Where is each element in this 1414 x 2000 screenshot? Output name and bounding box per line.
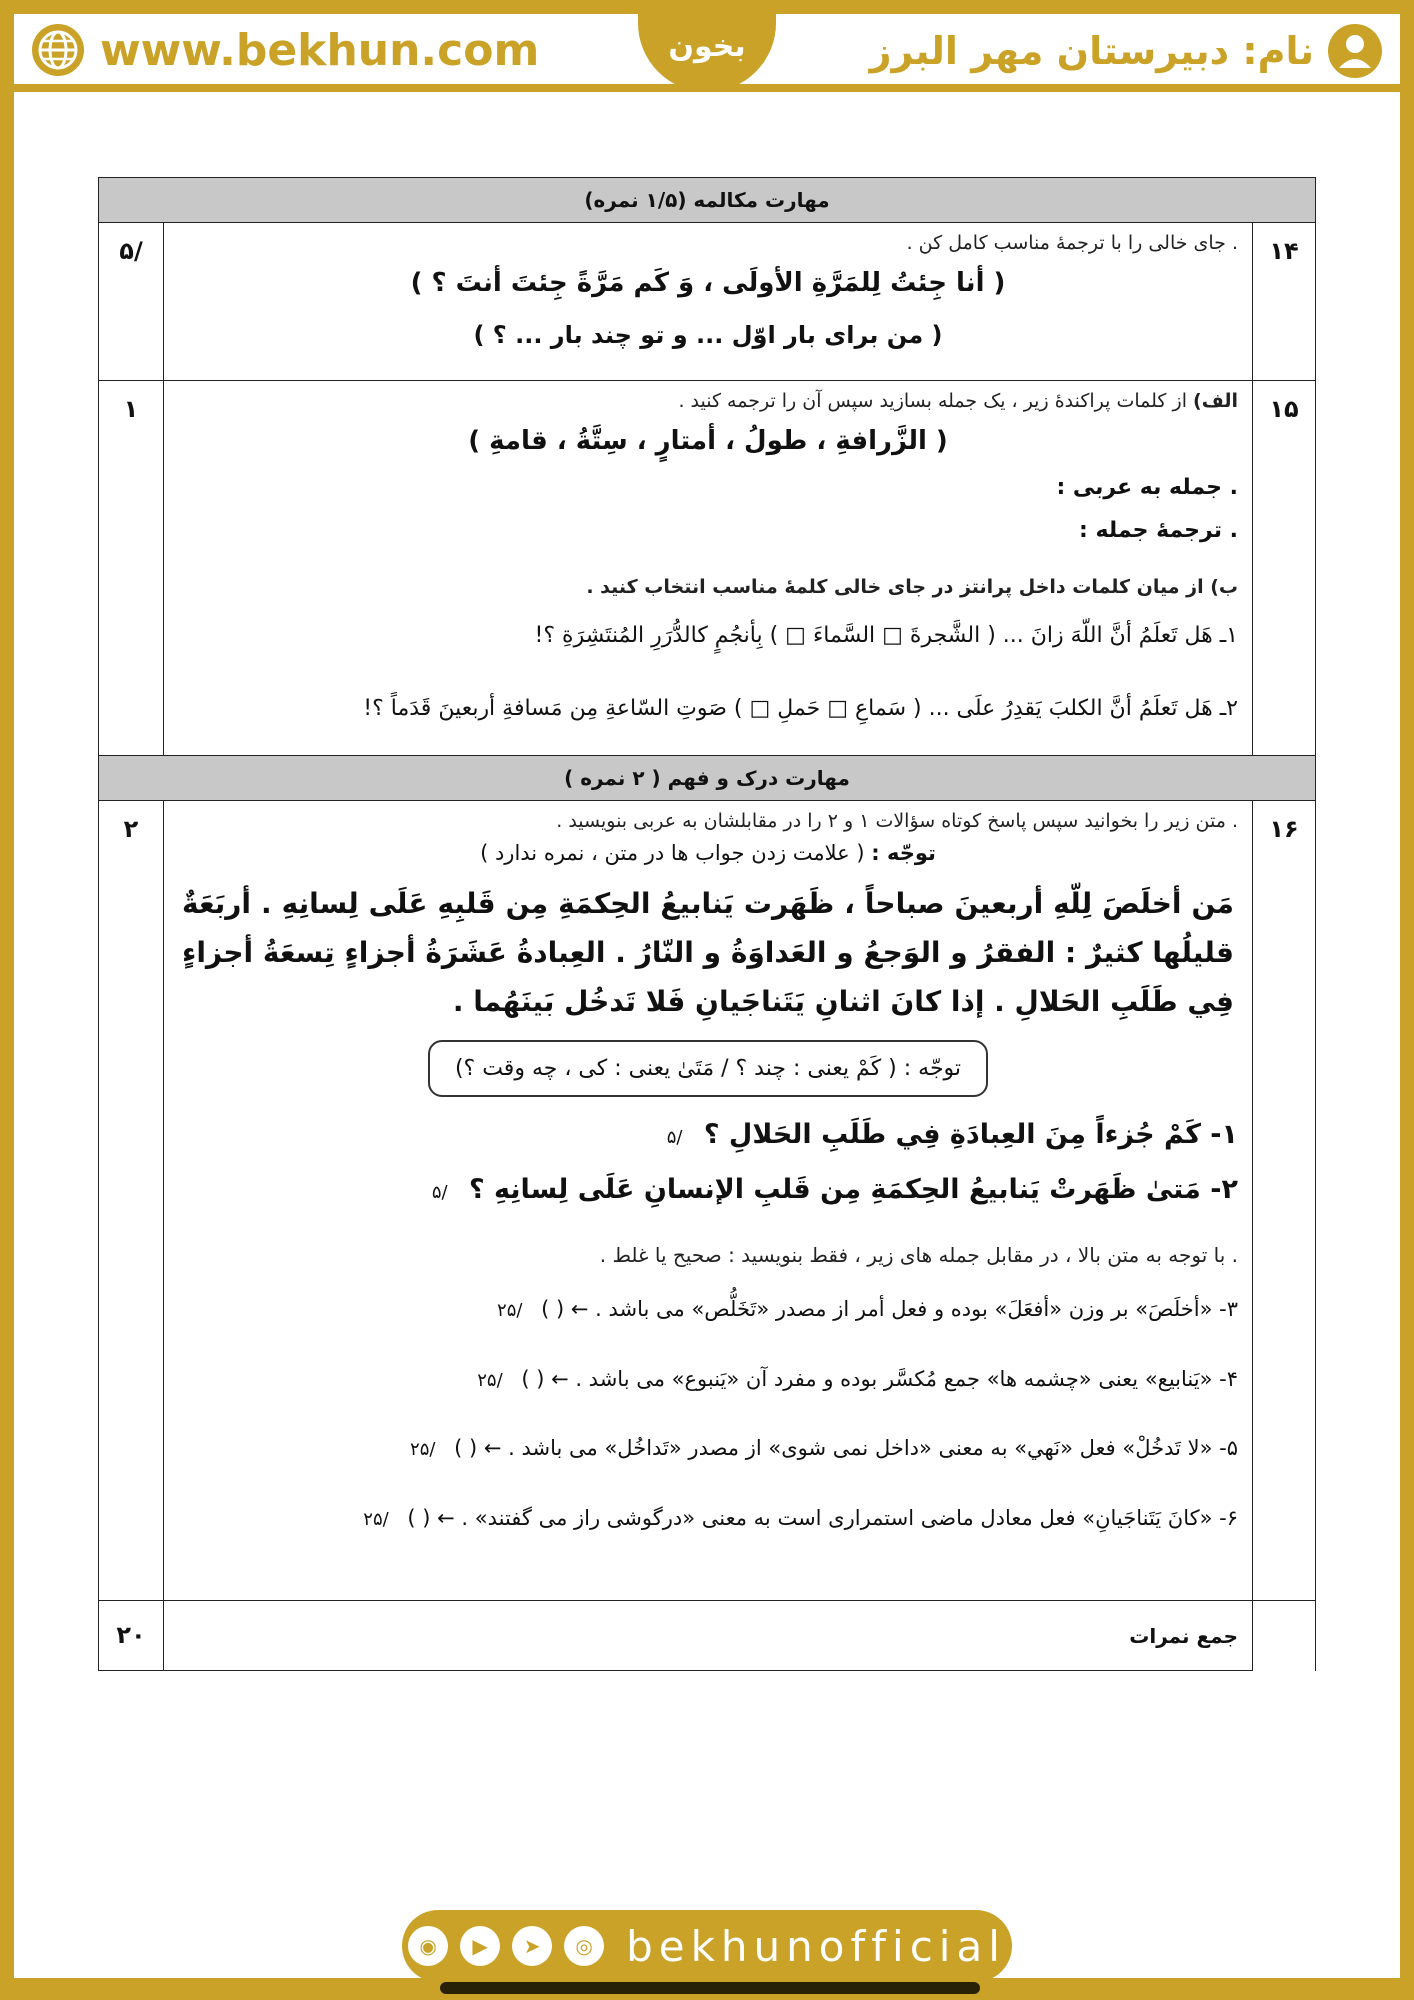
- true-false-item-5: [178, 1433, 1238, 1465]
- persian-sentence: ( من برای بار اوّل ... و تو چند بار ... ؟ ): [473, 320, 943, 349]
- section-row-comprehension: [99, 756, 1316, 801]
- fill-item-2: ۲ـ هَل تَعلَمُ أنَّ الکلبَ یَقدِرُ علَی ... ( سَماعِ □ حَملِ □ ) صَوتِ السّاعةِ مِن مَسافةِ أربعینَ قَدَماً ؟!: [363, 696, 1238, 721]
- section-title-conversation: مهارت مکالمه (۱/۵ نمره): [99, 178, 1316, 223]
- question-content: [164, 223, 1253, 381]
- true-false-item-3: [178, 1294, 1238, 1326]
- part-a-text: از کلمات پراکندهٔ زیر ، یک جمله بسازید سپس آن را ترجمه کنید .: [678, 390, 1187, 412]
- question-points: /۵: [431, 1181, 448, 1203]
- statement-points: /۲۵: [363, 1508, 389, 1530]
- total-row: [99, 1601, 1316, 1671]
- social-bar: [402, 1910, 1012, 1982]
- question-number: ۱۴: [1253, 223, 1316, 381]
- question-points: /۵: [666, 1127, 683, 1148]
- question-score: ۱: [99, 381, 164, 756]
- part-a-instruction: [178, 387, 1238, 416]
- statement-text: ۵- «لا تَدخُلْ» فعل «نَهي» به معنی «داخل نمی شوی» از مصدر «تَداخُل» می باشد . ← ( ): [454, 1436, 1238, 1460]
- question-content: [164, 801, 1253, 1601]
- site-url[interactable]: www.bekhun.com: [100, 24, 540, 76]
- statement-text: ۴- «یَنابیع» یعنی «چشمه ها» جمع مُکسَّر بوده و مفرد آن «یَنبوع» می باشد . ← ( ): [521, 1366, 1238, 1391]
- statement-points: /۲۵: [410, 1439, 436, 1460]
- social-handle[interactable]: bekhunofficial: [626, 1921, 1006, 1971]
- scrambled-words: ( الزَّرافةِ ، طولُ ، أمتارٍ ، سِتَّةُ ، قامةِ ): [468, 425, 948, 456]
- footer-shadow: [440, 1982, 980, 1994]
- note-line: [178, 838, 1238, 870]
- question-number: ۱۵: [1253, 381, 1316, 756]
- question-text: ۱- کَمْ جُزءاً مِنَ العِبادَةِ فِي طَلَبِ الحَلالِ ؟: [703, 1119, 1238, 1150]
- question-score: ۲: [99, 801, 164, 1601]
- question-row-15: [99, 381, 1316, 756]
- question-score: /۵: [99, 223, 164, 381]
- note-text: ( علامت زدن جواب ها در متن ، نمره ندارد ): [480, 840, 865, 865]
- true-false-item-4: [178, 1364, 1238, 1396]
- translation-label: . ترجمهٔ جمله :: [1079, 517, 1238, 543]
- question-row-14: [99, 223, 1316, 381]
- question-number: ۱۶: [1253, 801, 1316, 1601]
- total-score: ۲۰: [99, 1601, 164, 1671]
- arabic-sentence-label: . جمله به عربی :: [1056, 474, 1238, 500]
- section-title-comprehension: مهارت درک و فهم ( ۲ نمره ): [99, 756, 1316, 801]
- reading-passage: مَن أخلَصَ لِلّهِ أربعینَ صباحاً ، ظَهَرت یَنابیعُ الحِکمَةِ مِن قَلبِهِ عَلَی لِسانِهِ . أربَعَةٌ قلیلُها کثیرٌ : الفقرُ و الوَجعُ و العَداوَةُ و النّارُ . العِبادةُ عَشَرَةُ أجزاءٍ تِسعَةُ أجزاءٍ فِي طَلَبِ الحَلالِ . إذا کانَ اثنانِ یَتَناجَیانِ فَلا تَدخُل بَینَهُما .: [182, 887, 1234, 1018]
- note-label: توجّه :: [871, 840, 936, 865]
- arabic-sentence: ( أنا جِئتُ لِلمَرَّةِ الأولَى ، وَ کَم مَرَّةً جِئتَ أنتَ ؟ ): [410, 267, 1006, 298]
- question-instruction: . متن زیر را بخوانید سپس پاسخ کوتاه سؤالات ۱ و ۲ را در مقابلشان به عربی بنویسید .: [556, 810, 1238, 832]
- question-row-16: [99, 801, 1316, 1601]
- comprehension-question-2: [178, 1170, 1238, 1211]
- exam-table: [98, 177, 1316, 1671]
- statement-text: ۶- «کانَ یَتَناجَیانِ» فعل معادل ماضی استمراری است به معنی «درگوشی راز می گفتند» . ← ( ): [407, 1505, 1238, 1530]
- true-false-item-6: [178, 1503, 1238, 1535]
- part-b-instruction: ب) از میان کلمات داخل پرانتز در جای خالی کلمهٔ مناسب انتخاب کنید .: [586, 575, 1238, 598]
- school-label: نام: دبیرستان مهر البرز: [869, 29, 1314, 73]
- total-label: جمع نمرات: [164, 1601, 1253, 1671]
- fill-item-1: ۱ـ هَل تَعلَمُ أنَّ اللّهَ زانَ ... ( الشَّجرةَ □ السَّماءَ □ ) بِأنجُمٍ کالدُّرَرِ المُنتَشِرَةِ ؟!: [534, 623, 1238, 648]
- section-row-conversation: [99, 178, 1316, 223]
- question-instruction: . جای خالی را با ترجمهٔ مناسب کامل کن .: [906, 232, 1238, 254]
- aparat-icon[interactable]: ◉: [408, 1926, 448, 1966]
- comprehension-question-1: [178, 1115, 1238, 1156]
- statement-text: ۳- «أخلَصَ» بر وزن «أفعَلَ» بوده و فعل أمر از مصدر «تَخَلُّص» می باشد . ← ( ): [541, 1297, 1238, 1321]
- statement-points: /۲۵: [477, 1369, 503, 1391]
- logo-text: بخون: [668, 28, 746, 64]
- youtube-icon[interactable]: ▶: [460, 1926, 500, 1966]
- question-content: [164, 381, 1253, 756]
- question-text: ۲- مَتیٰ ظَهَرتْ یَنابیعُ الحِکمَةِ مِن قَلبِ الإنسانِ عَلَی لِسانِهِ ؟: [468, 1173, 1238, 1205]
- vocab-note-box: توجّه : ( کَمْ یعنی : چند ؟ / مَتَیٰ یعنی : کی ، چه وقت ؟): [428, 1040, 988, 1097]
- telegram-icon[interactable]: ➤: [512, 1926, 552, 1966]
- instagram-icon[interactable]: ◎: [564, 1926, 604, 1966]
- statement-points: /۲۵: [497, 1300, 523, 1321]
- part-a-label: الف): [1193, 390, 1238, 412]
- true-false-instruction: . با توجه به متن بالا ، در مقابل جمله های زیر ، فقط بنویسید : صحیح یا غلط .: [599, 1243, 1238, 1267]
